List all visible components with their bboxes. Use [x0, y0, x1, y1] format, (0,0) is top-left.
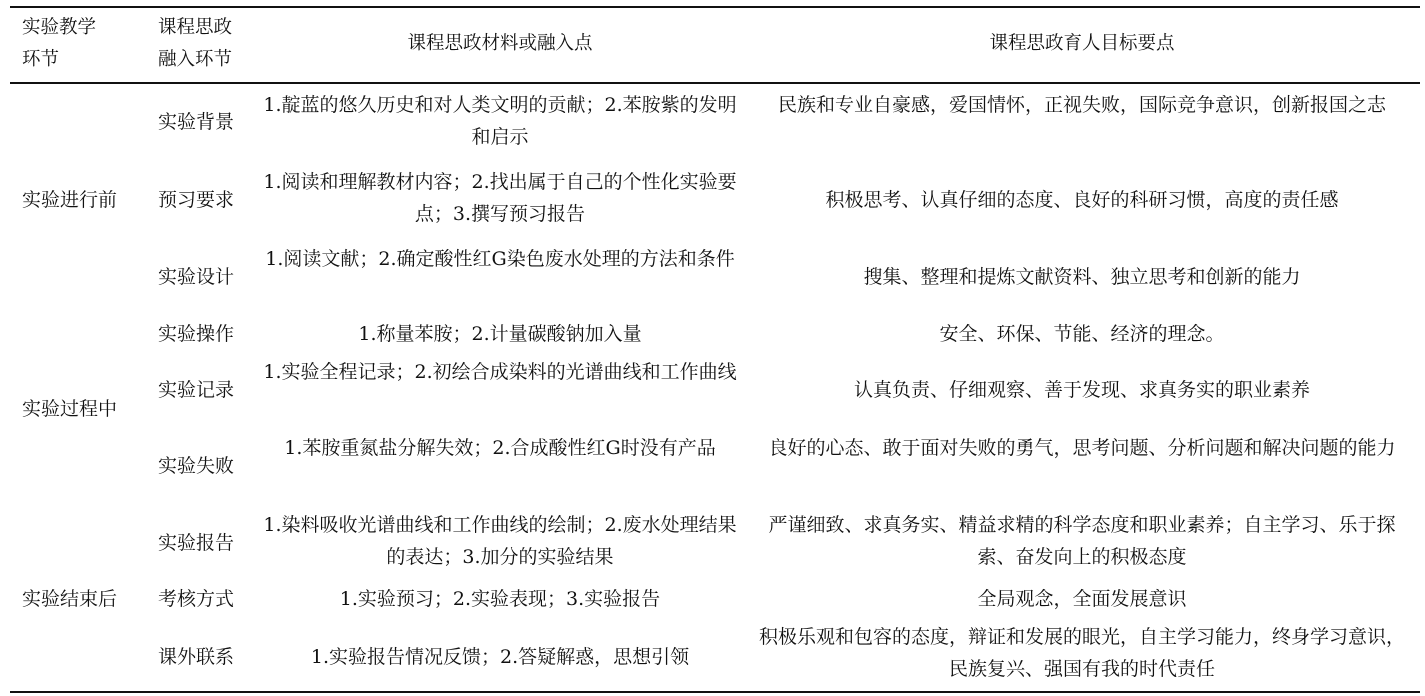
row-2-goals: 积极思考、认真仔细的态度、良好的科研习惯，高度的责任感	[825, 189, 1339, 211]
row-3-goals: 搜集、整理和提炼文献资料、独立思考和创新的能力	[863, 266, 1301, 288]
row-4-phase: 实验操作	[158, 323, 235, 345]
header-phase-line2: 融入环节	[158, 49, 233, 70]
table-top-rule	[10, 6, 1420, 8]
header-materials: 课程思政材料或融入点	[407, 33, 593, 54]
row-7-materials: 1.染料吸收光谱曲线和工作曲线的绘制；2.废水处理结果的表达；3.加分的实验结果	[263, 514, 737, 568]
row-4-goals: 安全、环保、节能、经济的理念。	[939, 323, 1225, 345]
header-goals: 课程思政育人目标要点	[989, 33, 1175, 54]
row-8-goals: 全局观念，全面发展意识	[977, 588, 1187, 610]
header-stage-line1: 实验教学	[22, 17, 97, 38]
row-9-materials: 1.实验报告情况反馈；2.答疑解惑，思想引领	[310, 646, 690, 668]
row-2-phase: 预习要求	[158, 189, 235, 211]
header-stage-line2: 环节	[22, 49, 60, 70]
header-phase	[158, 12, 258, 76]
row-1-phase: 实验背景	[158, 111, 235, 133]
stage-after: 实验结束后	[22, 588, 118, 610]
row-5-goals: 认真负责、仔细观察、善于发现、求真务实的职业素养	[853, 379, 1310, 401]
row-1-materials: 1.靛蓝的悠久历史和对人类文明的贡献；2.苯胺紫的发明和启示	[263, 94, 737, 148]
row-9-phase: 课外联系	[158, 646, 235, 668]
table-bottom-rule	[10, 691, 1420, 693]
row-7-phase: 实验报告	[158, 532, 235, 554]
row-7-goals: 严谨细致、求真务实、精益求精的科学态度和职业素养；自主学习、乐于探索、奋发向上的积极态度	[768, 514, 1396, 568]
row-3-phase: 实验设计	[158, 266, 235, 288]
row-2-materials: 1.阅读和理解教材内容；2.找出属于自己的个性化实验要点；3.撰写预习报告	[263, 171, 737, 225]
row-6-materials: 1.苯胺重氮盐分解失效；2.合成酸性红G时没有产品	[284, 437, 716, 459]
stage-during: 实验过程中	[22, 398, 118, 420]
row-1-goals: 民族和专业自豪感，爱国情怀，正视失败，国际竞争意识，创新报国之志	[777, 94, 1386, 116]
row-8-materials: 1.实验预习；2.实验表现；3.实验报告	[339, 588, 661, 610]
row-8-phase: 考核方式	[158, 588, 235, 610]
row-5-materials: 1.实验全程记录；2.初绘合成染料的光谱曲线和工作曲线	[263, 361, 737, 383]
table-header-rule	[10, 82, 1420, 84]
row-9-goals: 积极乐观和包容的态度，辩证和发展的眼光，自主学习能力，终身学习意识，民族复兴、强国有我的时代责任	[758, 626, 1405, 680]
row-6-phase: 实验失败	[158, 455, 235, 477]
row-5-phase: 实验记录	[158, 379, 235, 401]
row-3-materials: 1.阅读文献；2.确定酸性红G染色废水处理的方法和条件	[265, 248, 735, 270]
row-6-goals: 良好的心态、敢于面对失败的勇气，思考问题、分析问题和解决问题的能力	[768, 437, 1396, 459]
header-stage	[22, 12, 152, 76]
stage-before: 实验进行前	[22, 189, 118, 211]
header-phase-line1: 课程思政	[158, 17, 233, 38]
row-4-materials: 1.称量苯胺；2.计量碳酸钠加入量	[358, 323, 642, 345]
